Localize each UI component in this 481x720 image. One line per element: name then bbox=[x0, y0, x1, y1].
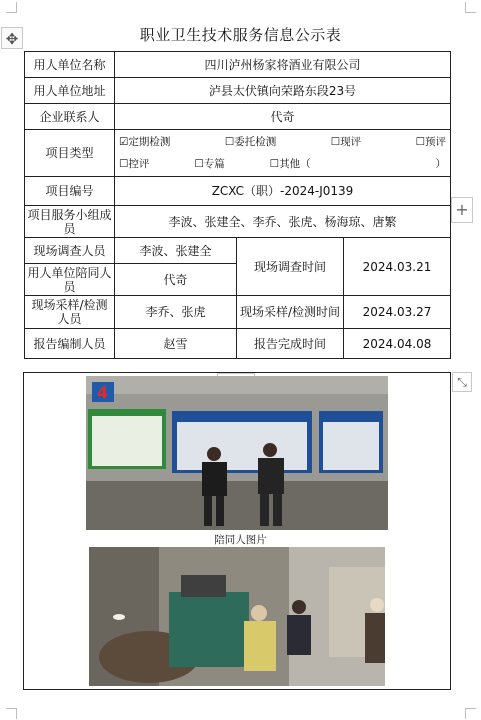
plus-icon: + bbox=[455, 200, 469, 219]
table-row bbox=[25, 78, 451, 104]
sampling-staff-value: 李乔、张虎 bbox=[115, 296, 237, 329]
report-author-value: 赵雪 bbox=[115, 329, 237, 359]
move-icon: ✥ bbox=[5, 30, 19, 48]
crop-mark-bottom-left bbox=[6, 708, 17, 719]
project-type-label: 项目类型 bbox=[25, 130, 115, 177]
sampling-time-value: 2024.03.27 bbox=[344, 296, 451, 329]
escort-label: 用人单位陪同人员 bbox=[25, 264, 115, 296]
option-special-chapter[interactable]: ☐专篇 bbox=[194, 157, 225, 170]
escort-photo bbox=[86, 376, 388, 530]
add-column-button[interactable] bbox=[451, 197, 473, 223]
option-pre-evaluation[interactable]: ☐预评 bbox=[415, 135, 446, 148]
option-status-evaluation[interactable]: ☐现评 bbox=[330, 135, 362, 148]
survey-time-value: 2024.03.21 bbox=[344, 238, 451, 296]
employer-address-value: 泸县太伏镇向荣路东段23号 bbox=[115, 78, 451, 104]
project-type-options bbox=[115, 130, 451, 177]
option-periodic-check[interactable]: ☑定期检测 bbox=[119, 135, 171, 148]
resize-icon: ⤡ bbox=[457, 375, 467, 389]
table-row bbox=[25, 104, 451, 130]
resize-handle[interactable] bbox=[452, 372, 472, 392]
option-other[interactable]: ☐其他（ bbox=[269, 157, 311, 170]
report-time-label: 报告完成时间 bbox=[237, 329, 344, 359]
escort-value: 代奇 bbox=[115, 264, 237, 296]
employer-name-value: 四川泸州杨家将酒业有限公司 bbox=[115, 52, 451, 78]
report-time-value: 2024.04.08 bbox=[344, 329, 451, 359]
contact-value: 代奇 bbox=[115, 104, 451, 130]
photo-caption: 陪同人图片 bbox=[214, 534, 267, 546]
sampling-time-label: 现场采样/检测时间 bbox=[237, 296, 344, 329]
survey-staff-value: 李波、张建全 bbox=[115, 238, 237, 264]
team-label: 项目服务小组成员 bbox=[25, 206, 115, 238]
contact-label: 企业联系人 bbox=[25, 104, 115, 130]
page-title: 职业卫生技术服务信息公示表 bbox=[139, 26, 342, 44]
table-row bbox=[25, 177, 451, 206]
project-no-label: 项目编号 bbox=[25, 177, 115, 206]
info-table bbox=[24, 51, 451, 359]
board-number: 4 bbox=[97, 383, 109, 402]
option-commissioned-check[interactable]: ☐委托检测 bbox=[224, 135, 277, 148]
employer-address-label: 用人单位地址 bbox=[25, 78, 115, 104]
survey-time-label: 现场调查时间 bbox=[237, 238, 344, 296]
project-no-value: ZCXC（职）-2024-J0139 bbox=[115, 177, 451, 206]
table-row bbox=[25, 329, 451, 359]
table-row bbox=[25, 238, 451, 264]
sampling-staff-label: 现场采样/检测人员 bbox=[25, 296, 115, 329]
table-row bbox=[25, 130, 451, 177]
crop-mark-bottom-right bbox=[465, 708, 476, 719]
table-row bbox=[25, 206, 451, 238]
team-value: 李波、张建全、李乔、张虎、杨海琼、唐繁 bbox=[115, 206, 451, 238]
table-row bbox=[25, 52, 451, 78]
report-author-label: 报告编制人员 bbox=[25, 329, 115, 359]
sampling-photo bbox=[89, 547, 385, 686]
option-control-evaluation[interactable]: ☐控评 bbox=[119, 157, 150, 170]
survey-staff-label: 现场调查人员 bbox=[25, 238, 115, 264]
machine bbox=[169, 592, 249, 667]
option-other-close: ） bbox=[435, 157, 446, 170]
crop-mark-top-right bbox=[465, 2, 476, 13]
employer-name-label: 用人单位名称 bbox=[25, 52, 115, 78]
crop-mark-top-left bbox=[6, 2, 17, 13]
table-row bbox=[25, 296, 451, 329]
